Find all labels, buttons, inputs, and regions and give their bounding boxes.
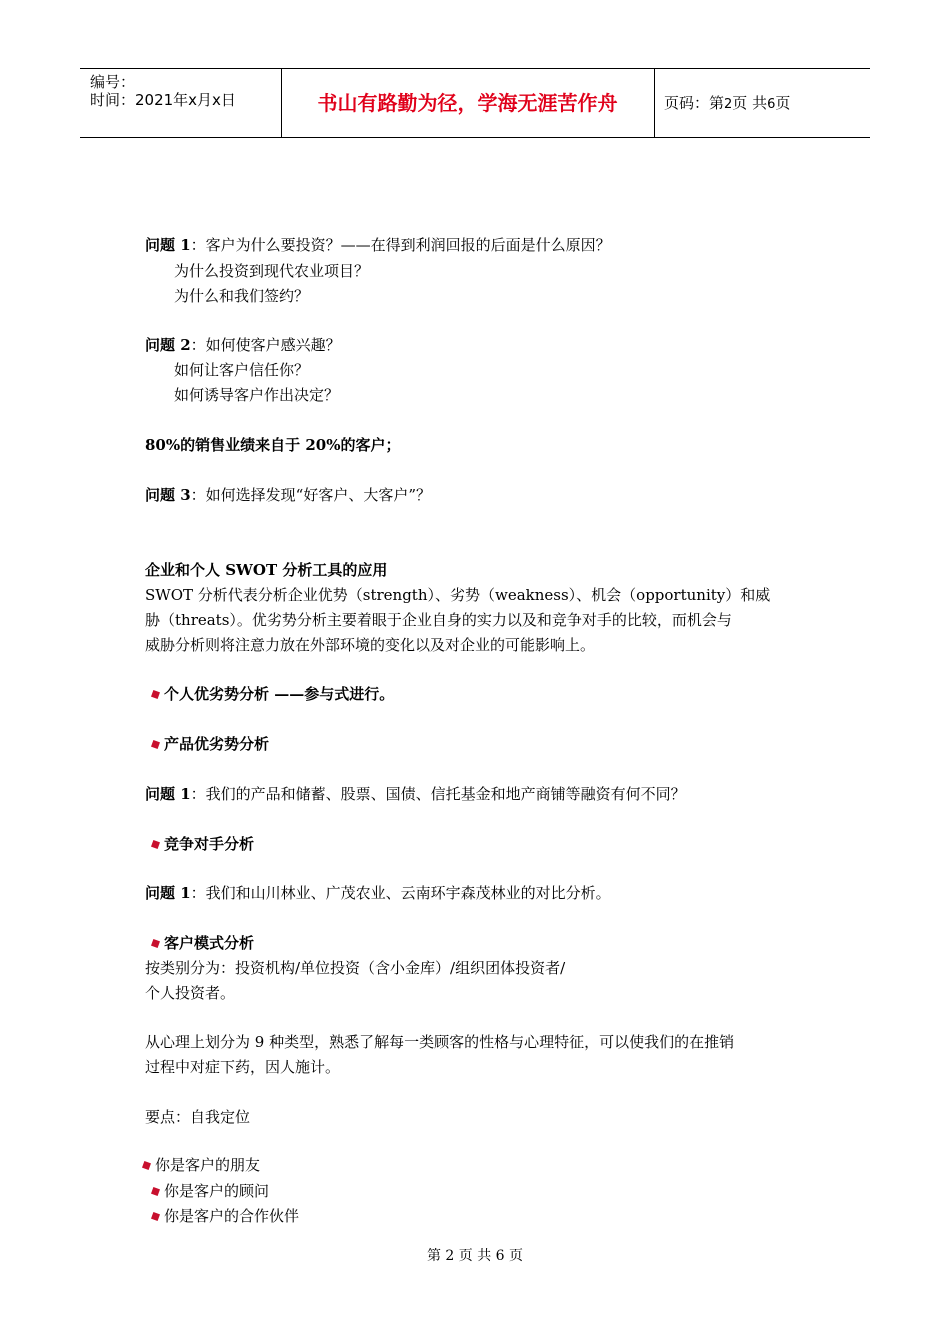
section-competitor: [152, 834, 254, 854]
competitor-question-1-text: ：我们和山川林业、广茂农业、云南环宇森茂林业的对比分析。: [190, 884, 611, 902]
product-question-1-title: 问题 1: [145, 785, 191, 803]
product-question-1: [145, 784, 686, 804]
question-2-sub-2: 如何诱导客户作出决定？: [174, 386, 340, 404]
header-meta-cell: [80, 69, 282, 137]
competitor-question-1-title: 问题 1: [145, 884, 191, 902]
bullet-icon: [151, 840, 160, 849]
page-label-suffix: 页: [775, 94, 791, 112]
swot-title: 企业和个人 SWOT 分析工具的应用: [145, 561, 388, 579]
serial-label: 编号：: [90, 73, 136, 91]
bullet-icon: [151, 1212, 160, 1221]
role-advisor: [152, 1181, 269, 1201]
question-1-sub-1: 为什么投资到现代农业项目？: [174, 262, 370, 280]
key-point: 要点：自我定位: [145, 1108, 251, 1126]
swot-paragraph-line-3: 威胁分析则将注意力放在外部环境的变化以及对企业的可能影响上。: [145, 636, 596, 654]
page-label-mid: 页 共: [732, 94, 768, 112]
swot-paragraph-line-2: 胁（threats）。优劣势分析主要着眼于企业自身的实力以及和竞争对手的比较，而机会与: [145, 611, 732, 629]
header-motto: 书山有路勤为径，学海无涯苦作舟: [281, 69, 655, 137]
question-2-text: ：如何使客户感兴趣？: [190, 336, 341, 354]
role-friend: [143, 1155, 260, 1175]
question-2: [145, 335, 341, 355]
customer-paragraph-line-1: 按类别分为：投资机构/单位投资（含小金库）/组织团体投资者/: [145, 959, 566, 977]
section-product-swot-label: 产品优劣势分析: [164, 735, 270, 753]
psychology-paragraph-line-1: 从心理上划分为 9 种类型，熟悉了解每一类顾客的性格与心理特征，可以使我们的在推销: [145, 1033, 735, 1051]
role-friend-label: 你是客户的朋友: [155, 1156, 261, 1174]
question-2-sub-1: 如何让客户信任你？: [174, 361, 310, 379]
customer-paragraph-line-2: 个人投资者。: [145, 984, 236, 1002]
bullet-icon: [151, 690, 160, 699]
section-customer-model: [152, 933, 254, 953]
bullet-icon: [151, 939, 160, 948]
section-customer-model-label: 客户模式分析: [164, 934, 255, 952]
question-1-sub-2: 为什么和我们签约？: [174, 287, 310, 305]
question-2-title: 问题 2: [145, 336, 191, 354]
role-advisor-label: 你是客户的顾问: [164, 1182, 270, 1200]
swot-paragraph-line-1: SWOT 分析代表分析企业优势（strength）、劣势（weakness）、机会（opportunity）和威: [145, 586, 771, 604]
bullet-icon: [142, 1161, 151, 1170]
page-label-prefix: 页码：第: [664, 94, 725, 112]
section-personal-swot: [152, 684, 394, 704]
question-1-title: 问题 1: [145, 236, 191, 254]
page-header: [80, 68, 870, 138]
role-partner: [152, 1206, 299, 1226]
page-current: 2: [724, 97, 733, 112]
question-1: [145, 235, 611, 255]
psychology-paragraph-line-2: 过程中对症下药，因人施计。: [145, 1058, 341, 1076]
bullet-icon: [151, 740, 160, 749]
page-total: 6: [767, 97, 776, 112]
section-competitor-label: 竞争对手分析: [164, 835, 255, 853]
header-page-number: [655, 69, 870, 137]
section-product-swot: [152, 734, 269, 754]
question-3-text: ：如何选择发现“好客户、大客户”？: [190, 486, 432, 504]
product-question-1-text: ：我们的产品和储蓄、股票、国债、信托基金和地产商铺等融资有何不同？: [190, 785, 686, 803]
competitor-question-1: [145, 883, 611, 903]
section-personal-swot-label: 个人优劣势分析 ——参与式进行。: [164, 685, 395, 703]
time-label: 时间：2021年x月x日: [90, 91, 236, 109]
question-1-text: ：客户为什么要投资？——在得到利润回报的后面是什么原因？: [190, 236, 611, 254]
question-3: [145, 485, 431, 505]
rule-80-20: 80%的销售业绩来自于 20%的客户；: [145, 436, 401, 454]
question-3-title: 问题 3: [145, 486, 191, 504]
page-footer: 第 2 页 共 6 页: [426, 1248, 524, 1264]
role-partner-label: 你是客户的合作伙伴: [164, 1207, 300, 1225]
bullet-icon: [151, 1187, 160, 1196]
